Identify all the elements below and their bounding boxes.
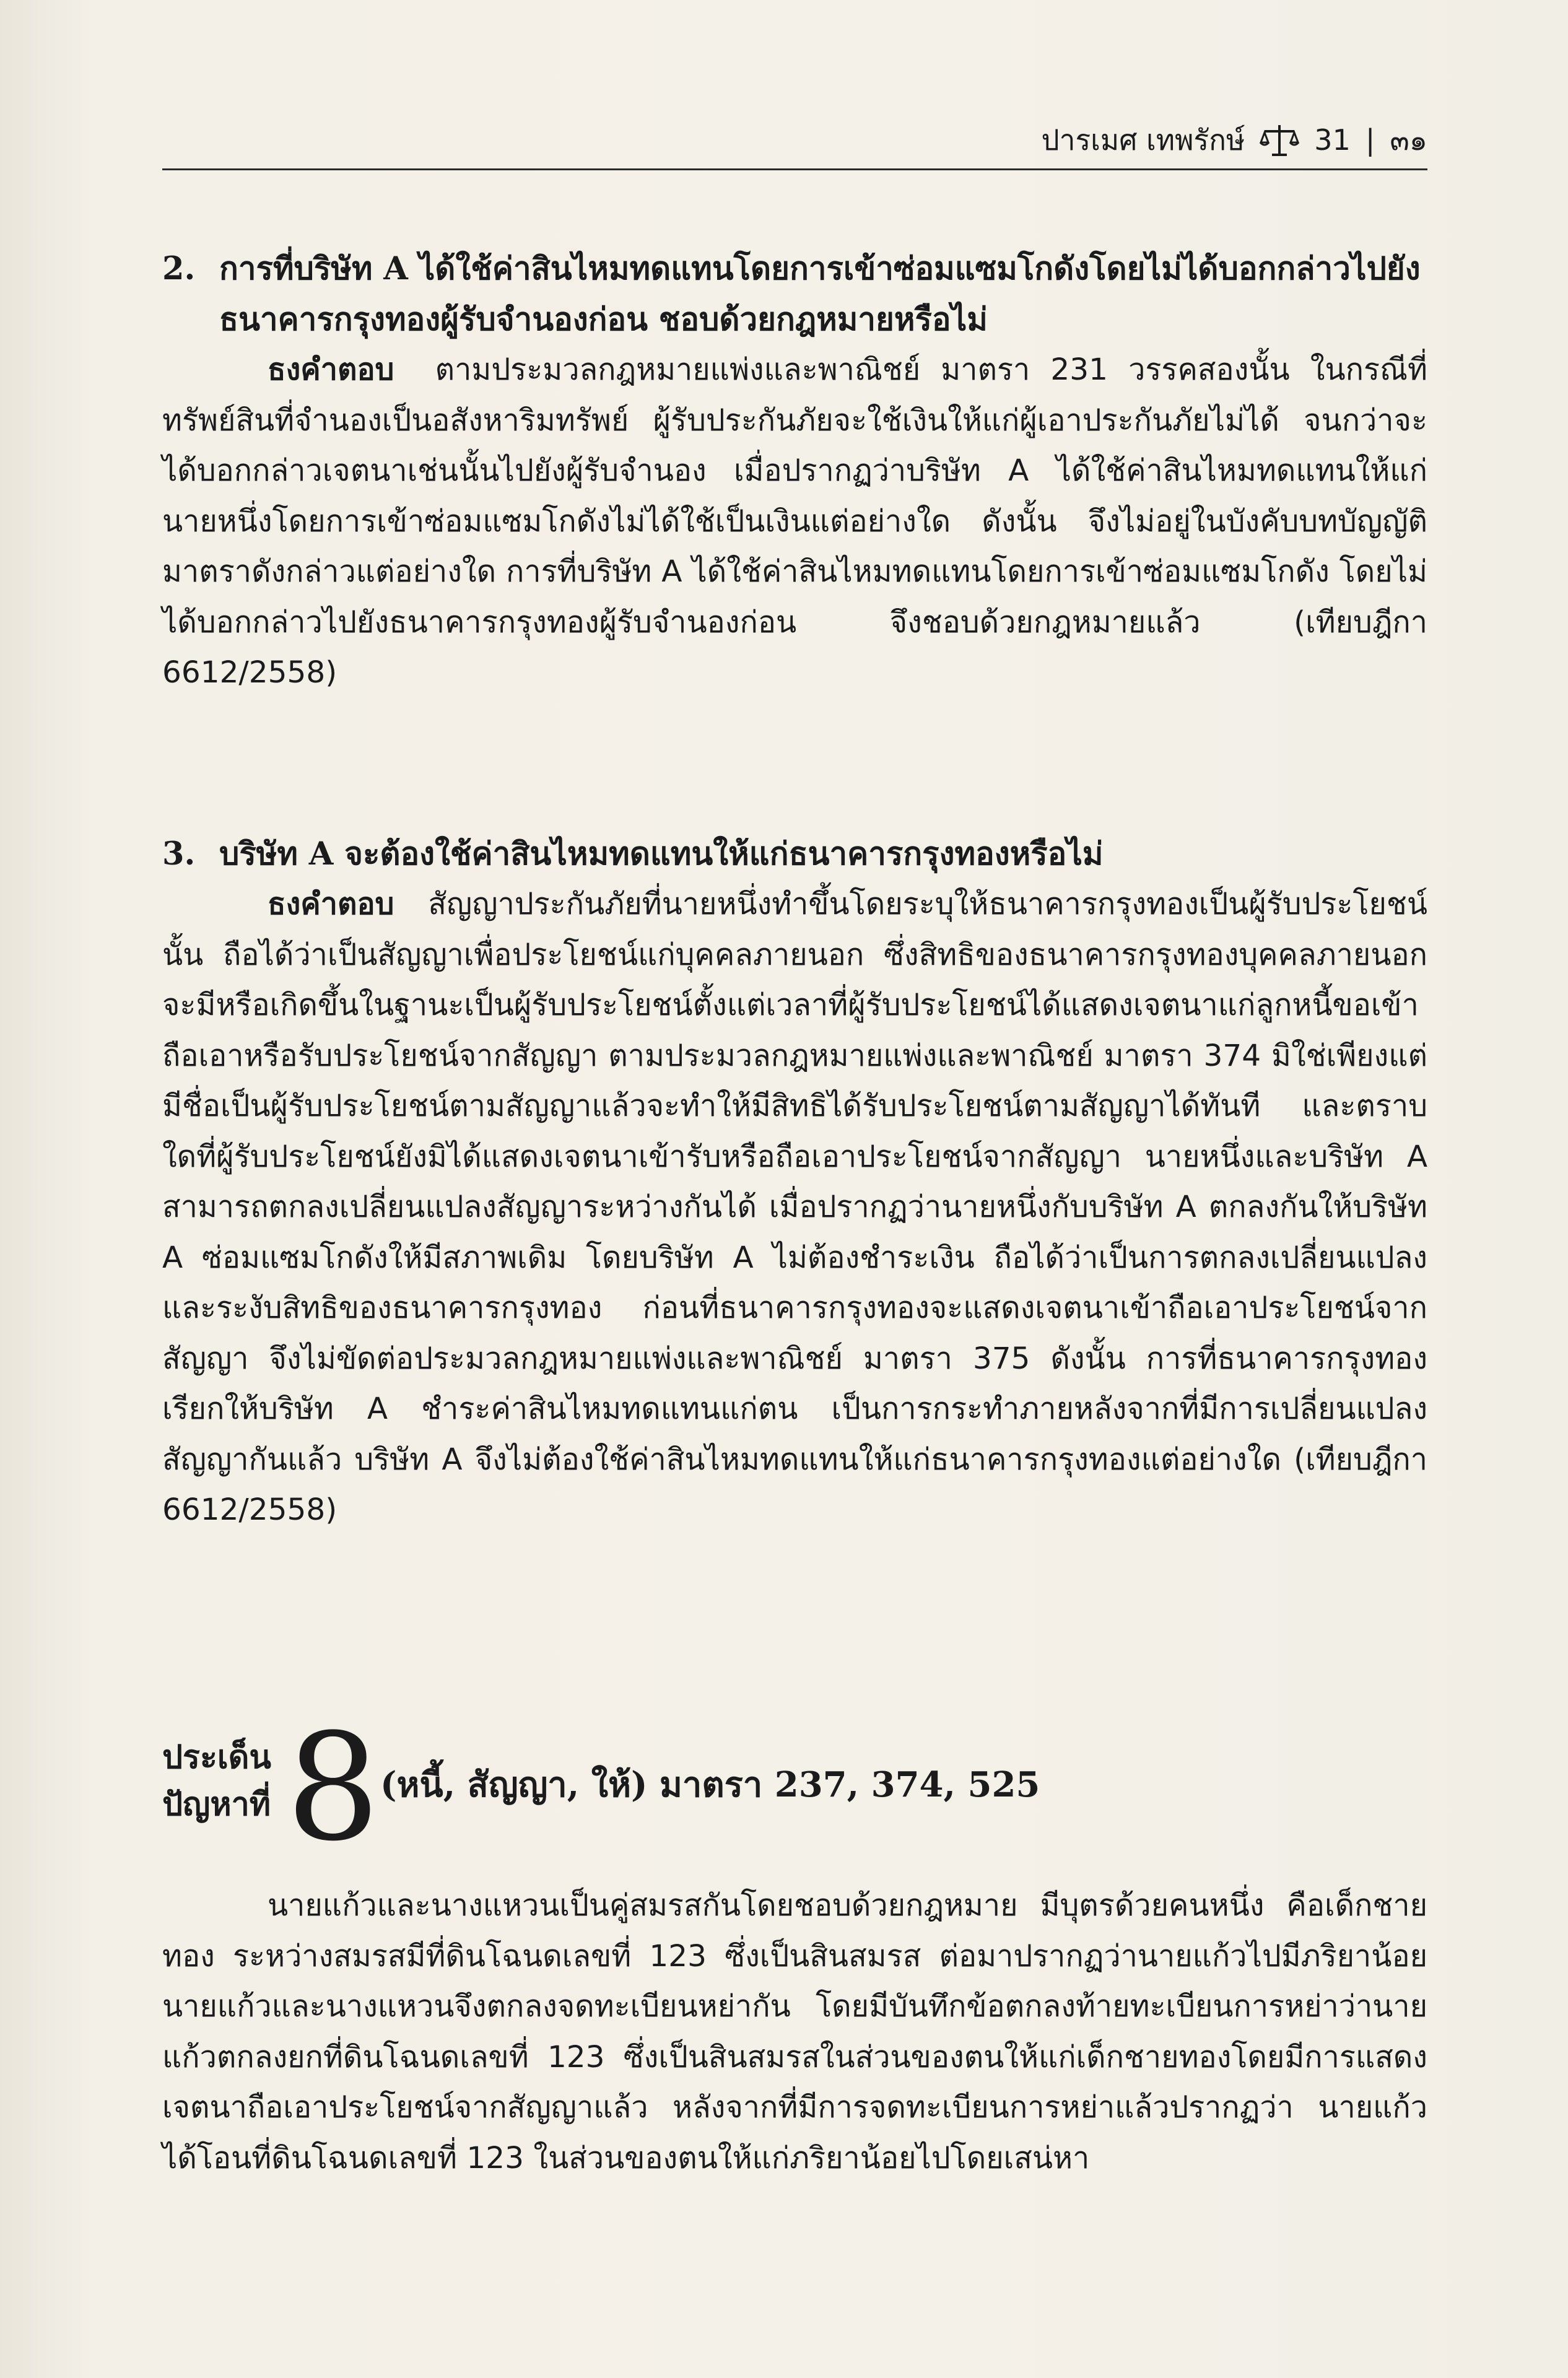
question-2-heading bbox=[162, 243, 1427, 345]
question-3-number: 3. bbox=[162, 835, 196, 873]
facts-block bbox=[162, 1881, 1427, 2184]
question-3-answer bbox=[162, 879, 1427, 1536]
question-3-heading bbox=[162, 829, 1427, 879]
scales-of-justice-icon bbox=[1260, 121, 1299, 159]
author-name: ปารเมศ เทพรักษ์ bbox=[1041, 123, 1245, 157]
issue-title: (หนี้, สัญญา, ให้) มาตรา 237, 374, 525 bbox=[380, 1764, 1040, 1805]
issue-label bbox=[162, 1734, 271, 1828]
header-right bbox=[1041, 121, 1427, 159]
question-2-block bbox=[162, 243, 1427, 699]
page-number-separator: | bbox=[1365, 123, 1375, 157]
facts-paragraph: นายแก้วและนางแหวนเป็นคู่สมรสกันโดยชอบด้วยกฎหมาย มีบุตรด้วยคนหนึ่ง คือเด็กชายทอง ระหว่างสมรสมีที่ดินโฉนดเลขที่ 123 ซึ่งเป็นสินสมรส ต่อมาปรากฏว่านายแก้วไปมีภริยาน้อย นายแก้วและนางแหวนจึงตกลงจดทะเบียนหย่ากัน โดยมีบันทึกข้อตกลงท้ายทะเบียนการหย่าว่านายแก้วตกลงยกที่ดินโฉนดเลขที่ 123 ซึ่งเป็นสินสมรสในส่วนของตนให้แก่เด็กชายทองโดยมีการแสดงเจตนาถือเอาประโยชน์จากสัญญาแล้ว หลังจากที่มีการจดทะเบียนการหย่าแล้วปรากฏว่า นายแก้วได้โอนที่ดินโฉนดเลขที่ 123 ในส่วนของตนให้แก่ภริยาน้อยไปโดยเสน่หา bbox=[162, 1888, 1427, 2175]
issue-heading bbox=[162, 1702, 1426, 1876]
issue-label-line-1: ประเด็น bbox=[162, 1738, 271, 1776]
question-3-block bbox=[162, 829, 1427, 1536]
question-2-answer bbox=[162, 345, 1427, 699]
question-2-number: 2. bbox=[162, 250, 196, 287]
answer-label: ธงคำตอบ bbox=[268, 352, 394, 387]
issue-label-line-2: ปัญหาที่ bbox=[162, 1785, 271, 1823]
question-3-line-1: บริษัท A จะต้องใช้ค่าสินไหมทดแทนให้แก่ธนาคารกรุงทองหรือไม่ bbox=[219, 835, 1104, 873]
running-header bbox=[162, 116, 1427, 170]
question-2-answer-text: ตามประมวลกฎหมายแพ่งและพาณิชย์ มาตรา 231 วรรคสองนั้น ในกรณีที่ทรัพย์สินที่จำนองเป็นอสังหาริมทรัพย์ ผู้รับประกันภัยจะใช้เงินให้แก่ผู้เอาประกันภัยไม่ได้ จนกว่าจะได้บอกกล่าวเจตนาเช่นนั้นไปยังผู้รับจำนอง เมื่อปรากฏว่าบริษัท A ได้ใช้ค่าสินไหมทดแทนให้แก่นายหนึ่งโดยการเข้าซ่อมแซมโกดังไม่ได้ใช้เป็นเงินแต่อย่างใด ดังนั้น จึงไม่อยู่ในบังคับบทบัญญัติมาตราดังกล่าวแต่อย่างใด การที่บริษัท A ได้ใช้ค่าสินไหมทดแทนโดยการเข้าซ่อมแซมโกดัง โดยไม่ได้บอกกล่าวไปยังธนาคารกรุงทองผู้รับจำนองก่อน จึงชอบด้วยกฎหมายแล้ว (เทียบฎีกา 6612/2558) bbox=[162, 352, 1427, 690]
question-3-answer-text: สัญญาประกันภัยที่นายหนึ่งทำขึ้นโดยระบุให้ธนาคารกรุงทองเป็นผู้รับประโยชน์นั้น ถือได้ว่าเป็นสัญญาเพื่อประโยชน์แก่บุคคลภายนอก ซึ่งสิทธิของธนาคารกรุงทองบุคคลภายนอกจะมีหรือเกิดขึ้นในฐานะเป็นผู้รับประโยชน์ตั้งแต่เวลาที่ผู้รับประโยชน์ได้แสดงเจตนาแก่ลูกหนี้ขอเข้าถือเอาหรือรับประโยชน์จากสัญญา ตามประมวลกฎหมายแพ่งและพาณิชย์ มาตรา 374 มิใช่เพียงแต่มีชื่อเป็นผู้รับประโยชน์ตามสัญญาแล้วจะทำให้มีสิทธิได้รับประโยชน์ตามสัญญาได้ทันที และตราบใดที่ผู้รับประโยชน์ยังมิได้แสดงเจตนาเข้ารับหรือถือเอาประโยชน์จากสัญญา นายหนึ่งและบริษัท A สามารถตกลงเปลี่ยนแปลงสัญญาระหว่างกันได้ เมื่อปรากฏว่านายหนึ่งกับบริษัท A ตกลงกันให้บริษัท A ซ่อมแซมโกดังให้มีสภาพเดิม โดยบริษัท A ไม่ต้องชำระเงิน ถือได้ว่าเป็นการตกลงเปลี่ยนแปลงและระงับสิทธิของธนาคารกรุงทอง ก่อนที่ธนาคารกรุงทองจะแสดงเจตนาเข้าถือเอาประโยชน์จากสัญญา จึงไม่ขัดต่อประมวลกฎหมายแพ่งและพาณิชย์ มาตรา 375 ดังนั้น การที่ธนาคารกรุงทองเรียกให้บริษัท A ชำระค่าสินไหมทดแทนแก่ตน เป็นการกระทำภายหลังจากที่มีการเปลี่ยนแปลงสัญญากันแล้ว บริษัท A จึงไม่ต้องใช้ค่าสินไหมทดแทนให้แก่ธนาคารกรุงทองแต่อย่างใด (เทียบฎีกา 6612/2558) bbox=[162, 887, 1427, 1527]
page-number-thai: ๓๑ bbox=[1390, 123, 1427, 157]
question-2-line-1: การที่บริษัท A ได้ใช้ค่าสินไหมทดแทนโดยการเข้าซ่อมแซมโกดังโดยไม่ได้บอกกล่าวไปยัง bbox=[219, 250, 1421, 287]
answer-label: ธงคำตอบ bbox=[268, 887, 394, 921]
page-number: 31 bbox=[1314, 123, 1351, 157]
issue-number: 8 bbox=[286, 1702, 380, 1874]
question-2-line-2: ธนาคารกรุงทองผู้รับจำนองก่อน ชอบด้วยกฎหมายหรือไม่ bbox=[219, 301, 988, 338]
